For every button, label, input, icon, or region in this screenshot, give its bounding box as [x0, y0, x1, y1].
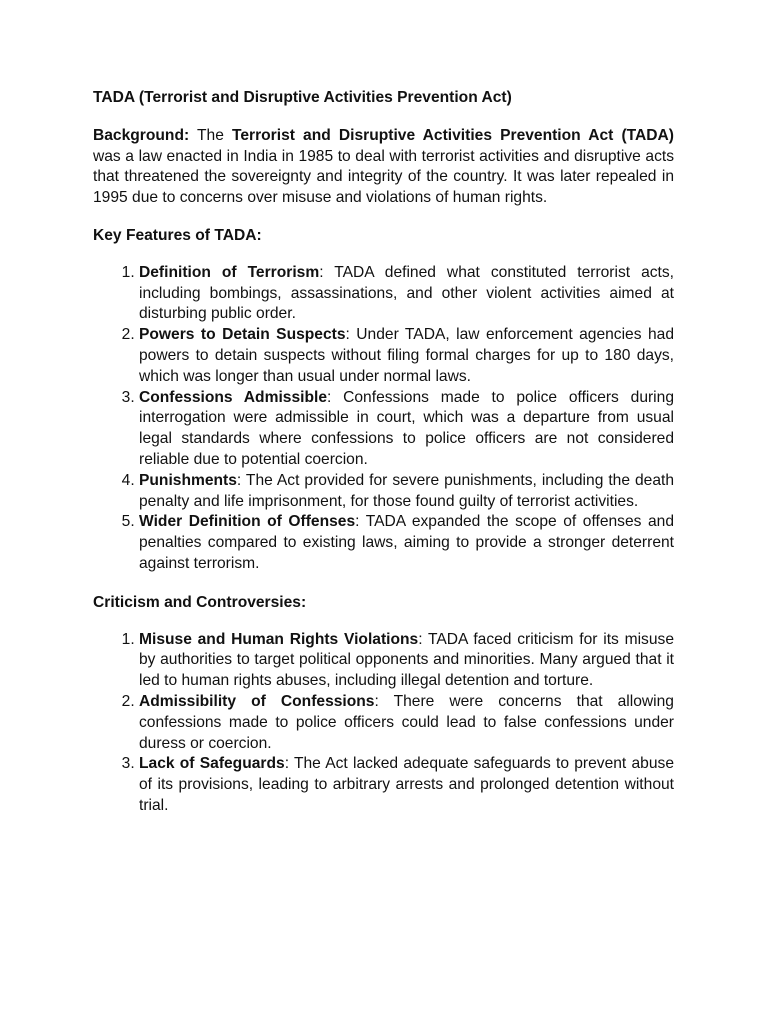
act-name: Terrorist and Disruptive Activities Prevention Act (TADA) — [231, 126, 674, 144]
criticism-heading: Criticism and Controversies: — [93, 593, 307, 611]
list-item-text: : There were concerns that allowing confessions made to police officers could lead to false confessions under duress or coercion. — [139, 692, 674, 752]
list-item-term: Definition of Terrorism — [139, 263, 320, 281]
background-label: Background: — [93, 126, 190, 144]
list-item-term: Admissibility of Confessions — [139, 692, 375, 710]
background-text: was a law enacted in India in 1985 to deal with terrorist activities and disruptive acts that threatened the sovereignty and integrity of the country. It was later repealed in 1995 due to concerns over misuse and violations of human rights. — [93, 147, 674, 207]
key-features-list — [93, 263, 674, 575]
list-item-text: : TADA expanded the scope of offenses and penalties compared to existing laws, aiming to provide a stronger deterrent against terrorism. — [139, 513, 674, 572]
list-item-term: Misuse and Human Rights Violations — [139, 630, 419, 648]
list-item-text: : TADA faced criticism for its misuse by authorities to target political opponents and minorities. Many argued that it led to human rights abuses, including illegal detention and torture. — [139, 630, 674, 690]
list-item-text: : Under TADA, law enforcement agencies had powers to detain suspects without filing formal charges for up to 180 days, which was longer than usual under normal laws. — [139, 326, 674, 385]
key-features-heading: Key Features of TADA: — [93, 226, 262, 244]
background-paragraph — [93, 126, 674, 209]
list-item — [139, 471, 674, 513]
list-item-term: Confessions Admissible — [139, 388, 327, 406]
list-item-term: Lack of Safeguards — [139, 755, 285, 773]
list-item — [139, 263, 674, 325]
list-item — [139, 325, 674, 387]
list-item-term: Punishments — [139, 471, 237, 489]
list-item — [139, 512, 674, 574]
criticism-list — [93, 630, 674, 817]
document-body — [93, 88, 674, 835]
list-item-text: : Confessions made to police officers during interrogation were admissible in court, which was a departure from usual legal standards where confessions to police officers are not considered reliable due to potential coercion. — [139, 388, 674, 468]
list-item — [139, 754, 674, 816]
list-item-text: : The Act lacked adequate safeguards to prevent abuse of its provisions, leading to arbitrary arrests and prolonged detention without trial. — [139, 755, 674, 814]
background-lead: The — [197, 126, 224, 144]
list-item-term: Wider Definition of Offenses — [139, 513, 356, 531]
list-item — [139, 388, 674, 471]
document-title: TADA (Terrorist and Disruptive Activities Prevention Act) — [93, 89, 512, 106]
list-item-term: Powers to Detain Suspects — [139, 326, 346, 344]
list-item-text: : TADA defined what constituted terrorist acts, including bombings, assassinations, and other violent activities aimed at disturbing public order. — [139, 263, 674, 323]
list-item — [139, 630, 674, 692]
list-item — [139, 692, 674, 754]
list-item-text: : The Act provided for severe punishments, including the death penalty and life imprisonment, for those found guilty of terrorist activities. — [139, 471, 674, 510]
